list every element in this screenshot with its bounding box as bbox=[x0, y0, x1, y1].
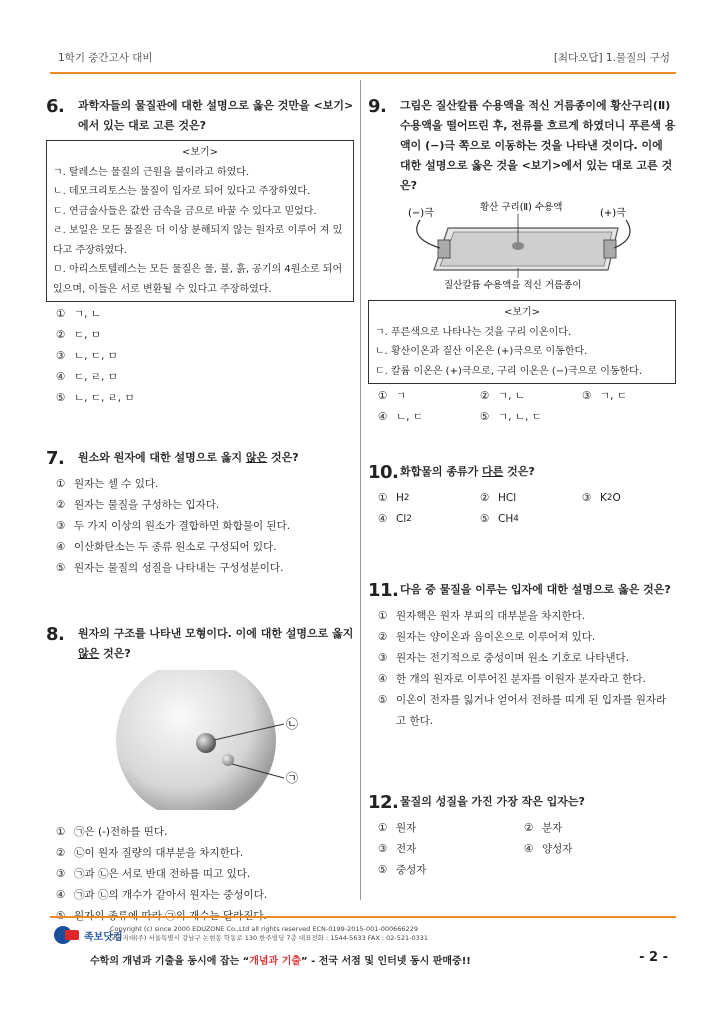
bogi-item: ㄷ. 칼륨 이온은 (+)극으로, 구리 이온은 (−)극으로 이동한다. bbox=[375, 365, 643, 377]
label-nucleus: ㉡ bbox=[286, 717, 299, 731]
option[interactable]: ⑤ ㄱ, ㄴ, ㄷ bbox=[480, 411, 542, 423]
question-stem: 원소와 원자에 대한 설명으로 옳지 않은 것은? bbox=[78, 451, 299, 464]
bogi-title: <보기> bbox=[503, 307, 541, 318]
promo-text: 수학의 개념과 기출을 동시에 잡는 “개념과 기출” - 전국 서점 및 인터넷 동시 판매중!! bbox=[90, 956, 471, 967]
svg-text:(+)극: (+)극 bbox=[600, 208, 626, 219]
logo-icon bbox=[52, 924, 82, 946]
page-number: - 2 - bbox=[639, 950, 668, 965]
question-7 bbox=[46, 448, 354, 579]
question-stem: 화합물의 종류가 다른 것은? bbox=[400, 465, 535, 478]
option[interactable]: ② 원자는 양이온과 음이온으로 이루어져 있다. bbox=[378, 631, 596, 643]
option[interactable]: ① ㄱ, ㄴ bbox=[56, 308, 101, 320]
option[interactable]: ⑤ 이온이 전자를 잃거나 얻어서 전하를 띠게 된 입자를 원자라고 한다. bbox=[378, 694, 667, 727]
header-divider bbox=[50, 72, 676, 74]
bogi-item: ㄱ. 푸른색으로 나타나는 것을 구리 이온이다. bbox=[375, 326, 572, 338]
option[interactable]: ③ 전자 bbox=[378, 843, 417, 855]
footer-divider bbox=[50, 916, 676, 918]
option[interactable]: ⑤ 중성자 bbox=[378, 864, 427, 876]
option[interactable]: ② 원자는 물질을 구성하는 입자다. bbox=[56, 499, 220, 511]
question-number: 7. bbox=[46, 448, 65, 469]
header-left: 1학기 중간고사 대비 bbox=[58, 52, 153, 64]
option[interactable]: ④ ㄷ, ㄹ, ㅁ bbox=[56, 371, 118, 383]
question-11 bbox=[368, 580, 676, 732]
bogi-box bbox=[368, 300, 676, 384]
option[interactable]: ④ ㄴ, ㄷ bbox=[378, 411, 423, 423]
option[interactable]: ① 원자핵은 원자 부피의 대부분을 차지한다. bbox=[378, 610, 586, 622]
option[interactable]: ③ 원자는 전기적으로 중성이며 원소 기호로 나타낸다. bbox=[378, 652, 630, 664]
question-number: 10. bbox=[368, 462, 399, 483]
option[interactable]: ③ ㉠과 ㉡은 서로 반대 전하를 띠고 있다. bbox=[56, 868, 251, 880]
svg-text:황산 구리(Ⅱ) 수용액: 황산 구리(Ⅱ) 수용액 bbox=[480, 202, 563, 213]
header-right: [최다오답] 1.물질의 구성 bbox=[553, 52, 670, 64]
question-12 bbox=[368, 792, 676, 881]
question-stem: 다음 중 물질을 이루는 입자에 대한 설명으로 옳은 것은? bbox=[400, 583, 671, 596]
question-number: 6. bbox=[46, 96, 65, 117]
option[interactable]: ① 원자 bbox=[378, 822, 417, 834]
question-8 bbox=[46, 624, 354, 927]
question-number: 12. bbox=[368, 792, 399, 813]
svg-text:(−)극: (−)극 bbox=[408, 208, 434, 219]
question-6 bbox=[46, 96, 354, 409]
option[interactable]: ⑤ ㄴ, ㄷ, ㄹ, ㅁ bbox=[56, 392, 135, 404]
question-10 bbox=[368, 462, 676, 530]
option[interactable]: ④ Cl 2 bbox=[378, 513, 412, 525]
question-stem: 물질의 성질을 가진 가장 작은 입자는? bbox=[400, 795, 585, 808]
label-electron: ㉠ bbox=[286, 771, 299, 785]
option[interactable]: ⑤ 원자는 물질의 성질을 나타내는 구성성분이다. bbox=[56, 562, 284, 574]
option[interactable]: ④ 한 개의 원자로 이루어진 분자를 이원자 분자라고 한다. bbox=[378, 673, 646, 685]
publisher-logo: 족보닷컴 bbox=[52, 924, 123, 946]
option[interactable]: ④ ㉠과 ㉡의 개수가 같아서 원자는 중성이다. bbox=[56, 889, 268, 901]
bogi-box bbox=[46, 140, 354, 302]
option[interactable]: ② 분자 bbox=[524, 822, 563, 834]
bogi-item: ㄴ. 데모크리토스는 물질이 입자로 되어 있다고 주장하였다. bbox=[53, 186, 311, 197]
atom-model-figure bbox=[46, 670, 354, 810]
bogi-item: ㄷ. 연금술사들은 값싼 금속을 금으로 바꿀 수 있다고 믿었다. bbox=[53, 205, 317, 217]
option[interactable]: ⑤ CH 4 bbox=[480, 513, 519, 525]
question-number: 9. bbox=[368, 96, 387, 117]
option[interactable]: ③ 두 가지 이상의 원소가 결합하면 화합물이 된다. bbox=[56, 520, 291, 532]
nucleus bbox=[196, 733, 216, 753]
option[interactable]: ① ㄱ bbox=[378, 390, 407, 402]
option[interactable]: ① H 2 bbox=[378, 492, 410, 504]
option[interactable]: ① 원자는 셀 수 있다. bbox=[56, 478, 159, 490]
option[interactable]: ③ ㄴ, ㄷ, ㅁ bbox=[56, 350, 118, 362]
column-divider bbox=[360, 80, 361, 900]
svg-text:질산칼륨 수용액을 적신 거름종이: 질산칼륨 수용액을 적신 거름종이 bbox=[444, 280, 582, 291]
option[interactable]: ① ㉠은 (-)전하를 띤다. bbox=[56, 826, 168, 838]
electrolysis-figure bbox=[368, 198, 676, 294]
option[interactable]: ③ K 2 O bbox=[582, 492, 621, 504]
bogi-item: ㄹ. 보일은 모든 물질은 더 이상 분해되지 않는 원자로 이루어 져 있다고 주장하였다. bbox=[53, 225, 343, 256]
option[interactable]: ④ 이산화탄소는 두 종류 원소로 구성되어 있다. bbox=[56, 541, 277, 553]
bogi-item: ㄱ. 탈레스는 물질의 근원을 불이라고 하였다. bbox=[53, 166, 250, 178]
option[interactable]: ② ㉡이 원자 질량의 대부분을 차지한다. bbox=[56, 847, 244, 859]
question-9 bbox=[368, 96, 676, 428]
question-number: 8. bbox=[46, 624, 65, 645]
question-stem: 그림은 질산칼륨 수용액을 적신 거름종이에 황산구리(Ⅱ) 수용액을 떨어뜨린 후, 전류를 흐르게 하였더니 푸른색 용액이 (−)극 쪽으로 이동하는 것을 나타낸 것이다. 이에 대한 설명으로 옳은 것을 <보기>에서 있는 대로 고른 것은? bbox=[400, 99, 676, 192]
atom-sphere bbox=[116, 670, 276, 810]
option[interactable]: ② HCl bbox=[480, 492, 517, 504]
bogi-title: <보기> bbox=[181, 147, 219, 158]
option[interactable]: ④ 양성자 bbox=[524, 843, 573, 855]
bogi-item: ㅁ. 아리스토텔레스는 모든 물질은 물, 불, 흙, 공기의 4원소로 되어 있으며, 이들은 서로 변환될 수 있다고 주장하였다. bbox=[53, 264, 343, 295]
option[interactable]: ② ㄱ, ㄴ bbox=[480, 390, 525, 402]
bogi-item: ㄴ. 황산이온과 질산 이온은 (+)극으로 이동한다. bbox=[375, 346, 588, 357]
question-stem: 과학자들의 물질관에 대한 설명으로 옳은 것만을 <보기>에서 있는 대로 고른 것은? bbox=[78, 99, 354, 132]
question-number: 11. bbox=[368, 580, 399, 601]
option[interactable]: ③ ㄱ, ㄷ bbox=[582, 390, 627, 402]
question-stem: 원자의 구조를 나타낸 모형이다. 이에 대한 설명으로 옳지 않은 것은? bbox=[78, 627, 354, 660]
option[interactable]: ② ㄷ, ㅁ bbox=[56, 329, 101, 341]
copyright: Copyright (c) since 2000 EDUZONE Co.,Ltd all rights reserved ECN-0199-2015-001-000666229 교육지대(주) 서울특별시 강남구 논현동 학동로 130 한주빌딩 7층 대표전화 : 1544-5633 FAX : 02-521-0331 bbox=[110, 925, 429, 942]
